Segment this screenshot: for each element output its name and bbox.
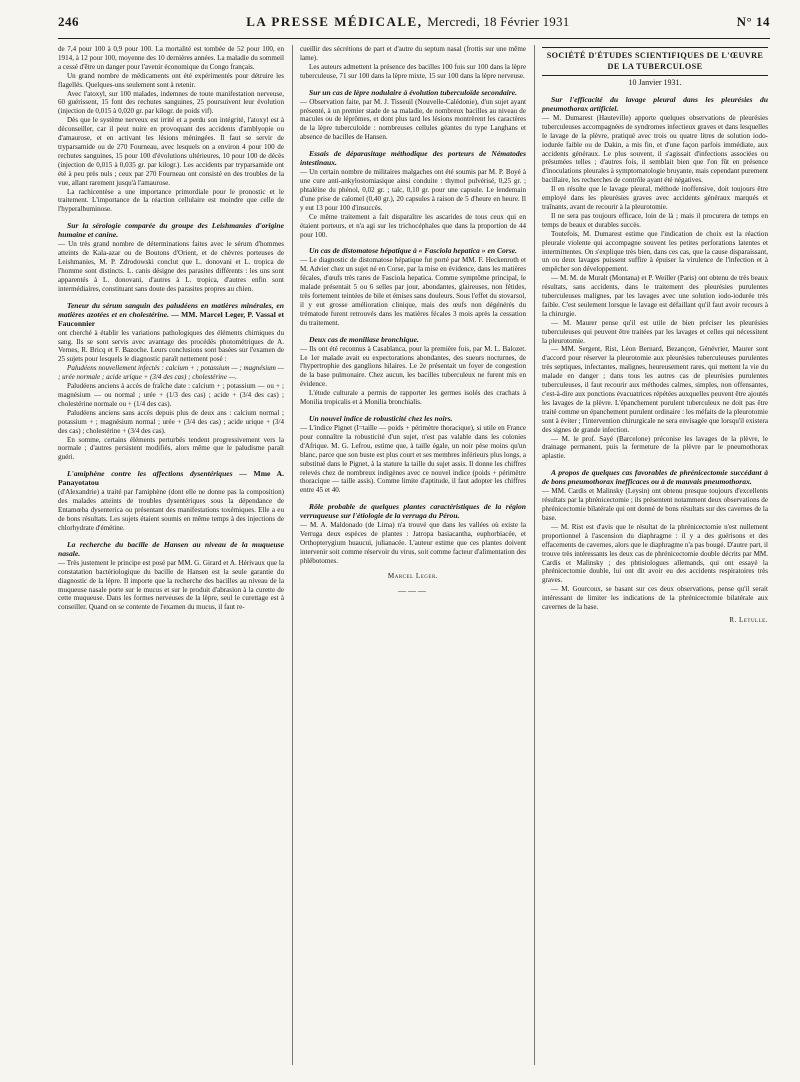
- article-heading: Essais de déparasitage méthodique des porteurs de Nématodes intestinaux.: [300, 149, 526, 168]
- paragraph: — M. M. de Muralt (Montana) et P. Weiller (Paris) ont obtenu de très beaux résultats, sans accidents, dans le traitement des pleurésies purulentes tuberculeuses malignes, par les lavages avec une solution iodo-iodurée très faible. C'est seulement lorsque le lavage est défaillant qu'il faut avoir recours à la chirurgie.: [542, 274, 768, 318]
- article-heading: La recherche du bacille de Hansen au niveau de la muqueuse nasale.: [58, 539, 284, 558]
- paragraph: — Un très grand nombre de déterminations faites avec le sérum d'hommes atteints de Kala-azar ou de Boutons d'Orient, et de chèvres porteuses de Leishmanies, M. P. Zdrodowski conclut que L. donovani et L. tropica de l'homme sont distincts. L. canis désigne des parasites différents : les uns sont apparentés à L. donovani, d'autres à L. tropica, d'autres enfin sont intermédiaires, constituant sans doute des parasites propres au chien.: [58, 240, 284, 293]
- separator: ———: [398, 585, 428, 595]
- signature: R. Letulle.: [729, 615, 768, 624]
- article-heading: A propos de quelques cas favorables de phrénicectomie succédant à de bons pneumothorax inefficaces ou à de mauvais pneumothorax.: [542, 468, 768, 487]
- article-heading: [58, 469, 284, 487]
- page-header: [58, 14, 770, 36]
- article-heading: [58, 301, 284, 328]
- society-title: SOCIÉTÉ D'ÉTUDES SCIENTIFIQUES DE L'ŒUVRE DE LA TUBERCULOSE: [542, 47, 768, 76]
- journal-name: LA PRESSE MÉDICALE,: [246, 14, 423, 29]
- paragraph: — Très justement le principe est posé par MM. G. Girard et A. Hérivaux que la constatation bactériologique du bacille de Hansen est la seule garantie du diagnostic de la lèpre. Il importe que la recherche des bacilles au niveau de la muqueuse nasale porte sur le mucus et sur le produit d'abrasion à la curette de cette muqueuse. Dans les formes nerveuses de la lèpre, seul le curettage est à conseiller. Quand on se contente de l'examen du mucus, il faut re-: [58, 558, 284, 612]
- paragraph: Un grand nombre de médicaments ont été expérimentés pour détruire les flagellés. Quelques-uns seulement sont à retenir.: [58, 71, 284, 89]
- column-1: [58, 45, 284, 1065]
- signature: Marcel Leger.: [387, 571, 439, 580]
- columns: [58, 45, 770, 1065]
- paragraph: — Observation faite, par M. J. Tisseuil (Nouvelle-Calédonie), d'un sujet ayant présenté, à un premier stade de sa maladie, de nombreux bacilles au niveau de macules ou de léprômes, et dont plus tard les lésions montrèrent les caractères de la lèpre tuberculoïde : nombreuses cellules géantes du type Langhans et absence de bacilles de Hansen.: [300, 97, 526, 142]
- paragraph: Paludéens nouvellement infectés : calcium + ; potassium — ; magnésium — ; urée normale ; acide urique + (3/4 des cas) ; cholestérine —.: [58, 364, 284, 382]
- paragraph: La rachicentèse a une importance primordiale pour le pronostic et le traitement. L'importance de la réaction cellulaire est moindre que celle de l'hyperalbuminose.: [58, 187, 284, 214]
- paragraph: — M. Gourcoux, se basant sur ces deux observations, pense qu'il serait intéressant de limiter les indications de la phrénicectomie bilatérale aux cavernes de la base.: [542, 585, 768, 612]
- issue-date: Mercredi, 18 Février 1931: [427, 14, 570, 29]
- paragraph: — Un certain nombre de militaires malgaches ont été soumis par M. P. Boyé à une cure anti-ankylostomiasique ainsi conduite : thymol pulvérisé, 0,25 gr. ; phtaléine du phénol, 0,02 gr. ; talc, 0,10 gr. pour une capsule. Le lendemain d'une prise de calomel (0,40 gr.), 20 capsules à raison de 5 d'heure en heure. Il y eut 13 pour 100 d'insuccès.: [300, 168, 526, 212]
- heading-authors: — MM. Marcel Leger, P. Vassal et Fauconnier: [58, 309, 284, 328]
- paragraph: Paludéens anciens à accès de fraîche date : calcium + ; potassium — ou + ; magnésium — ou normal ; urée + (1/3 des cas) ; acide + (3/4 des cas) ; cholestérine normale ou + (1/4 des cas).: [58, 382, 284, 408]
- paragraph: — M. Dumarest (Hauteville) apporte quelques observations de pleurésies tuberculeuses accompagnées de syndromes infectieux graves et dans lesquelles le lavage de la plèvre, pratiqué avec trois ou quatre litres de solution iodo-iodurée faible ou de Dakin, a mis fin, et d'une façon parfois immédiate, aux accidents généraux. Le plus souvent, il s'agissait d'infections associées ou présumées telles ; d'autres fois, il semblait bien que l'on fût en présence d'inoculations pleurales à symptomatologie bruyante, mais cependant purement bacillaire, les recherches de contrôle ayant été négatives.: [542, 113, 768, 185]
- paragraph: — L'indice Pignet (I=taille — poids + périmètre thoracique), si utile en France pour connaître la robusticité d'un sujet, n'est pas valable dans les colonies d'Afrique. M. G. Lefrou, estime que, à taille égale, un noir pèse moins qu'un blanc, parce que son buste est plus court et ses membres inférieurs plus longs, a substitué dans le Pignet, à la stature la taille du sujet assis. Il donne les chiffres relevés chez de nombreux indigènes avec ce nouvel indice (poids + périmètre thoracique — taille assis). Comme limite d'aptitude, il faut adopter les chiffres entre 45 et 40.: [300, 424, 526, 495]
- paragraph: — Le diagnostic de distomatose hépatique fut porté par MM. F. Heckenroth et M. Advier chez un sujet né en Corse, par la mise en évidence, dans les matières fécales, d'œufs très rares de Fasciola hepatica. Comme symptôme principal, le malade présentait 5 ou 6 selles par jour, abondantes, glaireuses, non fétides, très fortement teintées de bile et émises sans douleurs. Sous l'effet du stovarsol, il y eut grosse amélioration clinique, mais des œufs non dégénérés du trématode furent retrouvés dans les matières fécales 3 mois après la cessation du traitement.: [300, 256, 526, 327]
- paragraph: Les auteurs admettent la présence des bacilles 100 fois sur 100 dans la lèpre tuberculeuse, 71 sur 100 dans la lèpre mixte, 15 sur 100 dans la lèpre nerveuse.: [300, 62, 526, 80]
- paragraph: Ce même traitement a fait disparaître les ascarides de tous ceux qui en étaient porteurs, et n'a agi sur les trichocéphales que dans la proportion de 44 pour 100.: [300, 212, 526, 239]
- paragraph: Il en résulte que le lavage pleural, méthode inoffensive, doit toujours être employé dans les pleurésies graves avec accidents généraux marqués et traînants, avant de recourir à la pleurotomie.: [542, 185, 768, 211]
- paragraph: Avec l'atoxyl, sur 100 malades, indemnes de toute manifestation nerveuse, 60 guérissent, 15 font des rechutes sanguines, 25 poursuivent leur évolution (injection de 0,015 à 0,020 gr. par kilogr. de poids vif).: [58, 89, 284, 116]
- paragraph: — MM. Sergent, Rist, Léon Bernard, Bezançon, Génévrier, Maurer sont d'accord pour réserver la pleurotomie aux pleurésies tuberculeuses purulentes très septiques, infectantes, malignes, heureusement rares, qui mettent la vie du malade en danger ; dans tous les autres cas de pleurésies purulentes tuberculeuses, il faut recourir aux méthodes calmes, simples, non offensantes, c'est-à-dire aux ponctions évacuatrices répétées auxquelles peuvent être ajoutés les lavages de la plèvre. L'épanchement purulent tuberculeux ne doit pas être traité comme un épanchement purulent ordinaire : les méfaits de la pleurotomie sont à éviter ; l'intervention chirurgicale ne sera envisagée que lorsqu'il existera des signes de grande infection.: [542, 345, 768, 434]
- heading-title: Teneur du sérum sanguin des paludéens en matières minérales, en matières azotées et en cholestérine.: [58, 300, 284, 319]
- article-heading: Un nouvel indice de robusticité chez les noirs.: [309, 414, 453, 423]
- header-rule: [58, 38, 770, 39]
- heading-title: L'amiphène contre les affections dysentériques: [67, 469, 233, 479]
- session-date: 10 Janvier 1931.: [628, 78, 682, 87]
- paragraph: — M. A. Maldonado (de Lima) n'a trouvé que dans les vallées où existe la Verruga deux espèces de plantes : Jatropa basiacantha, euphorbiacée, et Orthopterygium huaucui, julianacée. L'auteur estime que ces plantes doivent intervenir soit comme réservoir du virus, soit comme facteur d'alimentation des phlébotomes.: [300, 521, 526, 565]
- paragraph: Paludéens anciens sans accès depuis plus de deux ans : calcium normal ; potassium + ; magnésium normal ; urée + (3/4 des cas) ; acide urique + (3/4 des cas) ; cholestérine + (3/4 des cas).: [58, 408, 284, 435]
- paragraph: L'étude culturale a permis de rapporter les germes isolés des crachats à Monilia tropicalis et à Monilia bronchialis.: [300, 389, 526, 407]
- article-heading: Rôle probable de quelques plantes caractéristiques de la région verruqueuse sur l'étiologie de la verruga du Pérou.: [300, 502, 526, 521]
- paragraph: — Ils ont été reconnus à Casablanca, pour la première fois, par M. L. Balozet. Le 1er malade avait eu expectorations abondantes, des sueurs nocturnes, de l'hypertrophie des ganglions hilaires. Le 2e présentait un foyer de congestion de la base pulmonaire. Chez aucun, les bacilles tuberculeux ne furent mis en évidence.: [300, 344, 526, 389]
- page-number: 246: [58, 14, 79, 29]
- paragraph: ont cherché à établir les variations pathologiques des éléments chimiques du sang. Ils se sont servis avec avantage des procédés photométriques de A. Vernes, R. Bricq et F. Bazoche. Leurs conclusions sont basées sur l'examen de 25 sujets pour lesquels le diagnostic paraît nettement posé :: [58, 328, 284, 364]
- paragraph: — M. Maurer pense qu'il est utile de bien préciser les pleurésies tuberculeuses qui peuvent être traitées par les lavages et celles qui nécessitent la pleurotomie.: [542, 318, 768, 345]
- paragraph: de 7,4 pour 100 à 0,9 pour 100. La mortalité est tombée de 52 pour 100, en 1914, à 12 pour 100, moyenne des 10 dernières années. La maladie du sommeil a cessé d'être un danger pour l'avenir économique du Congo français.: [58, 45, 284, 71]
- article-heading: Sur l'efficacité du lavage pleural dans les pleurésies du pneumothorax artificiel.: [542, 94, 768, 113]
- paragraph: cueillir des sécrétions de part et d'autre du septum nasal (frottis sur une même lame).: [300, 45, 526, 62]
- paragraph: Toutefois, M. Dumarest estime que l'indication de choix est la réaction pleurale violente qui accompagne souvent les petites perforations latentes et intermittentes. On s'explique très bien, dans ces cas, que la cause disparaissant, un ou deux lavages puissent suffire à épuiser la virulence de l'infection et à empêcher son développement.: [542, 229, 768, 274]
- paragraph: Dès que le système nerveux est irrité et a perdu son intégrité, l'atoxyl est à déconseiller, car il peut nuire en provoquant des accidents d'amblyopie ou d'amaurose, et en activant les lésions méningées. Il faut se servir de tryparsamide ou de 270 Fourneau, avec lesquels on a environ 4 pour 100 de rechutes sanguines, 15 pour 100 d'évolutions ultérieures, 10 pour 100 de décès (injection de 0,015 à 0,035 gr. par kilogr.). Les accidents par tryparsamide ont été à peu près nuls ; ceux par 270 Fourneau ont consisté en des troubles de la vue, allant rarement jusqu'à l'amaurose.: [58, 116, 284, 187]
- article-heading: Sur un cas de lèpre nodulaire à évolution tuberculoïde secondaire.: [309, 87, 517, 97]
- paragraph: En somme, certains éléments perturbés tendent progressivement vers la normale ; d'autres persistent modifiés, alors même que le paludisme paraît guéri.: [58, 435, 284, 462]
- paragraph: Il ne sera pas toujours efficace, loin de là ; mais il procurera de temps en temps de beaux et durables succès.: [542, 211, 768, 229]
- paragraph: — MM. Cardis et Malinsky (Leysin) ont obtenu presque toujours d'excellents résultats par la phrénicectomie ; ils présentent notamment deux observations de phrénicectomie bilatérale qui ont donné de bons résultats sur des cavernes de la base.: [542, 487, 768, 522]
- column-2: [292, 45, 526, 1065]
- article-heading: Sur la sérologie comparée du groupe des Leishmanies d'origine humaine et canine.: [58, 221, 284, 240]
- journal-title: [246, 14, 569, 30]
- article-heading: Deux cas de moniliase bronchique.: [309, 334, 419, 344]
- paragraph: (d'Alexandrie) a traité par l'amiphène (dont elle ne donne pas la composition) des malades atteints de troubles dysentériques sous la dépendance de Entamœba dysenterica ou présentant des manifestations toxémiques. Elle a eu de bons résultats. Les sujets étaient soumis en même temps à des injections de chlorhydrate d'émétine.: [58, 488, 284, 532]
- column-3: [534, 45, 768, 1065]
- issue-number: N° 14: [736, 14, 770, 29]
- paragraph: — M. le prof. Sayé (Barcelone) préconise les lavages de la plèvre, le drainage permanent, puis la fermeture de la plèvre par le pneumothorax aplastie.: [542, 434, 768, 461]
- article-heading: Un cas de distomatose hépatique à « Fasciola hepatica » en Corse.: [309, 246, 517, 256]
- heading-authors: — Mme A. Panayotatou: [58, 469, 284, 488]
- paragraph: — M. Rist est d'avis que le résultat de la phrénicectomie n'est nullement proportionnel à l'ascension du diaphragme : il y a des guérisons et des effacements de cavernes, alors que le diaphragme n'a pas bougé. D'autre part, il trouve très intéressants les deux cas de phrénicectomie double décrits par MM. Cardis et Malinsky ; des phtisiologues allemands, qui ont essayé la phrénicectomie double, lui ont dit avoir eu des accidents respiratoires très graves.: [542, 522, 768, 585]
